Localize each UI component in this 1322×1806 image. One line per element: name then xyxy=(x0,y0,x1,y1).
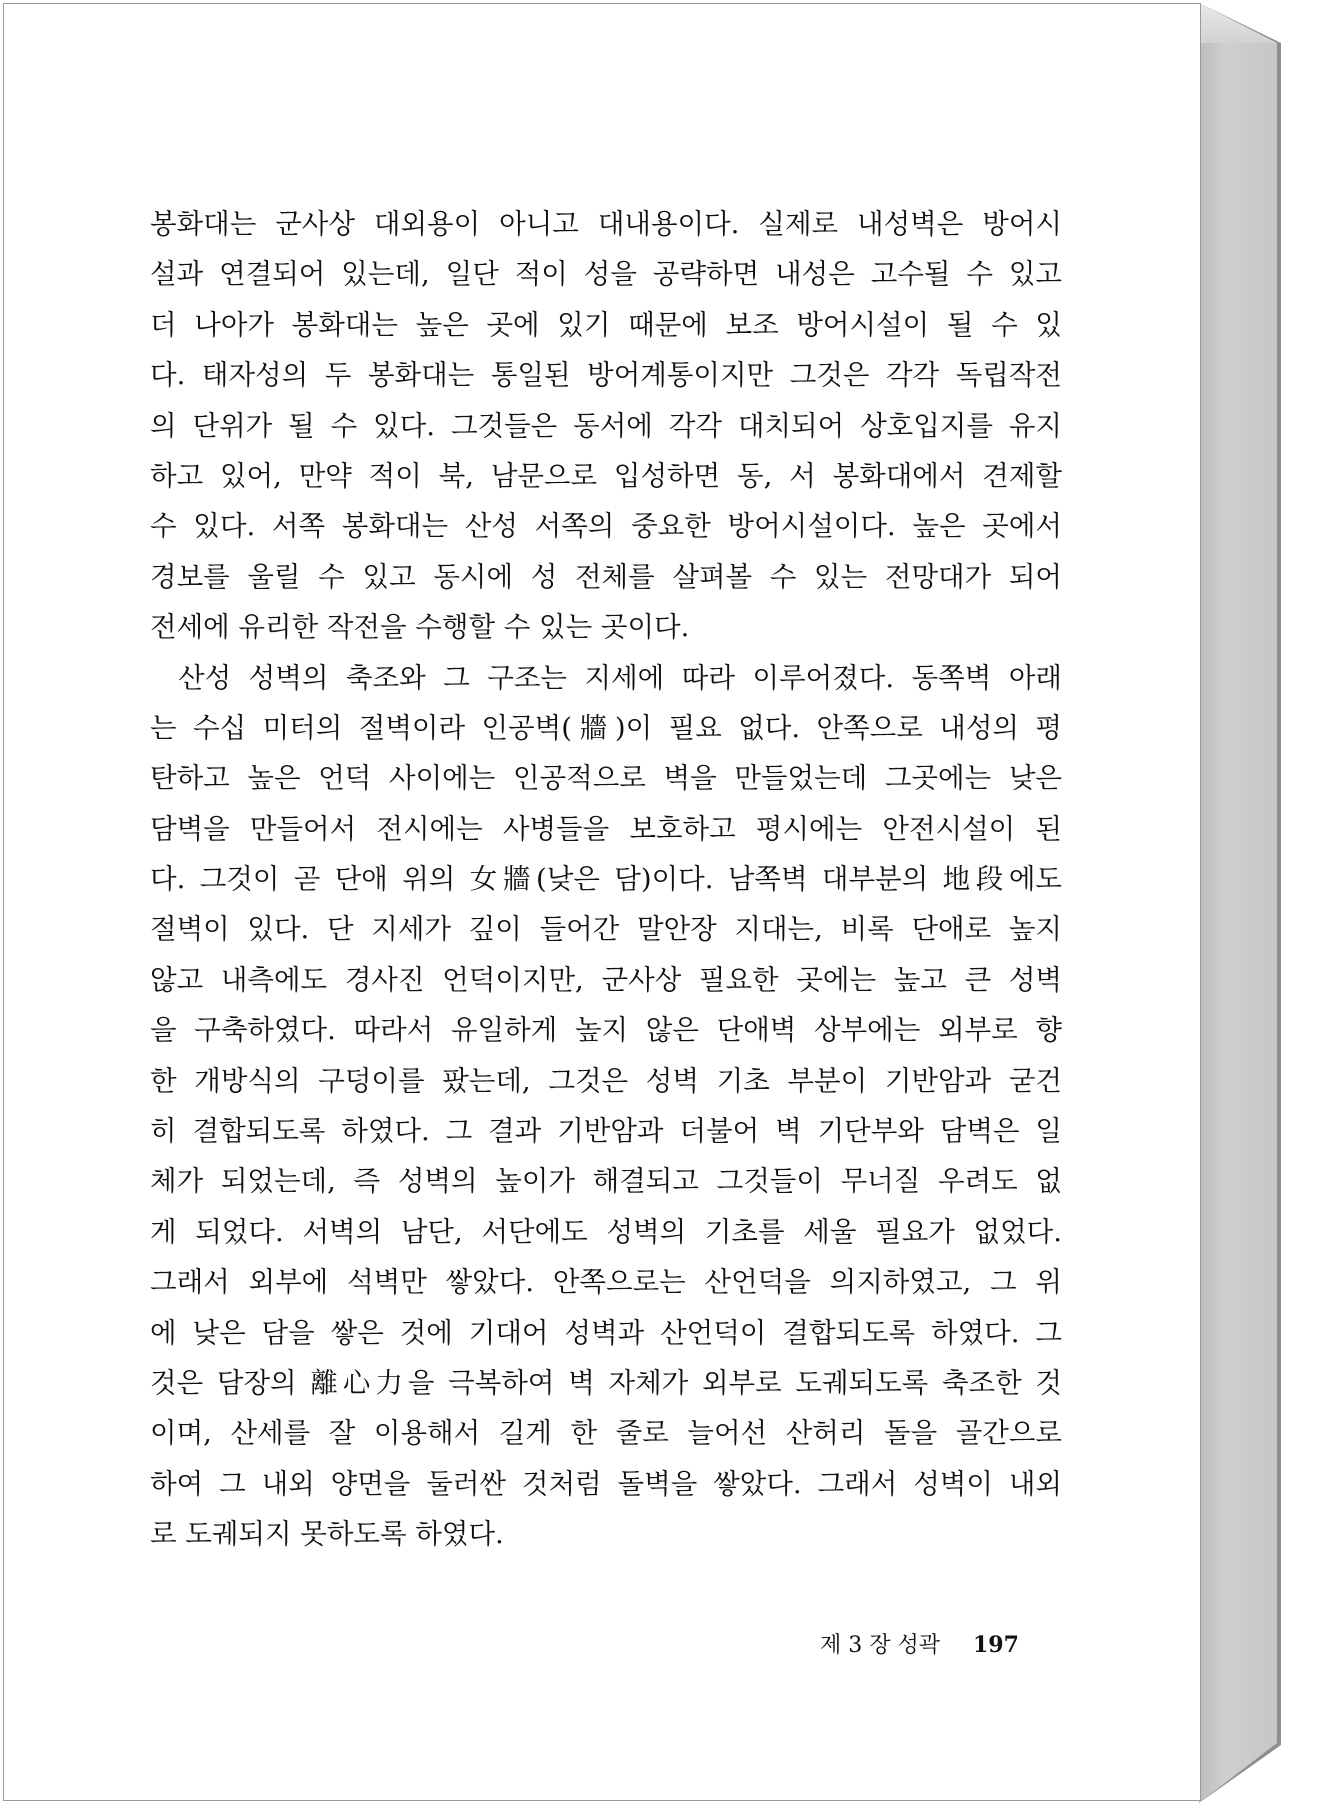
text-line: 에 낮은 담을 쌓은 것에 기대어 성벽과 산언덕이 결합되도록 하였다. 그 xyxy=(150,1316,1062,1349)
text-line: 의 단위가 될 수 있다. 그것들은 동서에 각각 대치되어 상호입지를 유지 xyxy=(150,409,1062,442)
text-line: 경보를 울릴 수 있고 동시에 성 전체를 살펴볼 수 있는 전망대가 되어 xyxy=(150,560,1062,593)
body-text xyxy=(150,199,1062,1560)
text-line: 체가 되었는데, 즉 성벽의 높이가 해결되고 그것들이 무너질 우려도 없 xyxy=(150,1165,1062,1198)
text-line: 봉화대는 군사상 대외용이 아니고 대내용이다. 실제로 내성벽은 방어시 xyxy=(150,208,1062,240)
text-line: 이며, 산세를 잘 이용해서 길게 한 줄로 늘어선 산허리 돌을 골간으로 xyxy=(150,1417,1062,1450)
text-line: 을 구축하였다. 따라서 유일하게 높지 않은 단애벽 상부에는 외부로 향 xyxy=(150,1014,1062,1047)
text-line: 전세에 유리한 작전을 수행할 수 있는 곳이다. xyxy=(150,611,690,644)
page-number: 197 xyxy=(973,1632,1019,1658)
text-line: 게 되었다. 서벽의 남단, 서단에도 성벽의 기초를 세울 필요가 없었다. xyxy=(150,1215,1062,1248)
text-line: 탄하고 높은 언덕 사이에는 인공적으로 벽을 만들었는데 그곳에는 낮은 xyxy=(150,762,1062,795)
text-line: 않고 내측에도 경사진 언덕이지만, 군사상 필요한 곳에는 높고 큰 성벽 xyxy=(150,963,1062,996)
text-line: 한 개방식의 구덩이를 팠는데, 그것은 성벽 기초 부분이 기반암과 굳건 xyxy=(150,1064,1062,1097)
text-line: 하고 있어, 만약 적이 북, 남문으로 입성하면 동, 서 봉화대에서 견제할 xyxy=(150,459,1062,492)
text-line: 설과 연결되어 있는데, 일단 적이 성을 공략하면 내성은 고수될 수 있고 xyxy=(150,258,1062,291)
text-line: 더 나아가 봉화대는 높은 곳에 있기 때문에 보조 방어시설이 될 수 있 xyxy=(150,308,1062,341)
text-line: 절벽이 있다. 단 지세가 깊이 들어간 말안장 지대는, 비록 단애로 높지 xyxy=(150,913,1062,946)
text-line: 수 있다. 서쪽 봉화대는 산성 서쪽의 중요한 방어시설이다. 높은 곳에서 xyxy=(150,510,1062,543)
text-line: 히 결합되도록 하였다. 그 결과 기반암과 더불어 벽 기단부와 담벽은 일 xyxy=(150,1115,1062,1148)
text-line: 하여 그 내외 양면을 둘러싼 것처럼 돌벽을 쌓았다. 그래서 성벽이 내외 xyxy=(150,1467,1062,1500)
text-line: 다. 태자성의 두 봉화대는 통일된 방어계통이지만 그것은 각각 독립작전 xyxy=(150,359,1062,392)
text-line: 그래서 외부에 석벽만 쌓았다. 안쪽으로는 산언덕을 의지하였고, 그 위 xyxy=(150,1266,1062,1299)
text-line: 다. 그것이 곧 단애 위의 女牆(낮은 담)이다. 남쪽벽 대부분의 地段에도 xyxy=(150,863,1062,896)
running-head-chapter: 제 3 장 성곽 xyxy=(820,1633,940,1658)
text-line: 담벽을 만들어서 전시에는 사병들을 보호하고 평시에는 안전시설이 된 xyxy=(150,812,1062,845)
book-page-edges xyxy=(1199,3,1277,1803)
text-line: 산성 성벽의 축조와 그 구조는 지세에 따라 이루어졌다. 동쪽벽 아래 xyxy=(178,661,1062,694)
text-line: 것은 담장의 離心力을 극복하여 벽 자체가 외부로 도궤되도록 축조한 것 xyxy=(150,1366,1062,1399)
page-footer xyxy=(820,1628,1019,1659)
text-line: 로 도궤되지 못하도록 하였다. xyxy=(150,1518,504,1551)
text-line: 는 수십 미터의 절벽이라 인공벽(牆)이 필요 없다. 안쪽으로 내성의 평 xyxy=(150,711,1062,744)
